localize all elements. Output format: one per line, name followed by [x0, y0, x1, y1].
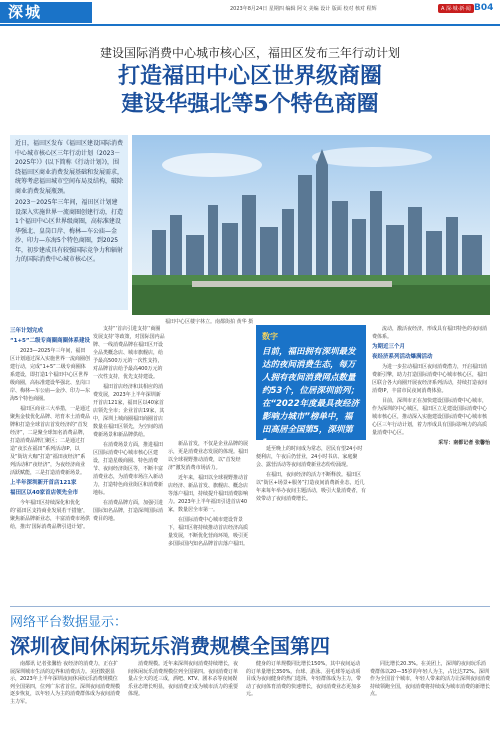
paragraph: 健身的订单规模同比增长150%，其中夜间运动的订单量增长350%。台球、游泳、羽毛球等运动项目成为夜间健身的热门选择，年轻群体成为主力，带动了夜间体育消费的快速增长，夜间消费业态更加多元。	[246, 661, 362, 697]
paragraph: 延至晚上的时间成为常态，居民有望24小时便利店，午夜后仍营业，24小时书店、家庭聚会、露营活动等夜间消费新业态纷纷涌现。	[256, 446, 363, 468]
paragraph: 近年来，福田以全球视野推动首店经济、新品首发、旗舰店、概念店等落户福田，持续提升福田消费影响力。2023年上半年福田引进首店40家，数量居全市第一。	[168, 475, 249, 513]
paragraph: 福田区商业三大举措，一是通过聚焦金枝优化品牌、培育本土消费品牌和打造全球首店首发经济的“首发经济”，二是聚全球知名消费品牌，打造消费品牌汇聚区；二是通过打造“夜长在福田”系列活动IP，以及“街坊大咖”打造“福田夜经济”系列活动和“夜经济”，为夜经济商业活跃赋能，三是打造消费新场景。	[10, 406, 91, 476]
bottom-story-kicker: 网络平台数据显示：	[10, 615, 128, 630]
top-story-headline-1: 打造福田中心区世界级商圈	[117, 64, 382, 89]
paragraph: 在消费场景方面，推进福田区国际消费中心城市核心区建设，打造星级商圈、特色消费节、夜间经济街区等，不断丰富消费业态，为消费市场注入新动力，打造特色商业街区和消费新地标。	[93, 442, 164, 496]
header-rule	[0, 24, 500, 26]
data-highlight-box	[256, 325, 366, 448]
photo-caption: 福田中心区楼宇林立。南都街拍 黄华 摄	[165, 319, 254, 325]
data-highlight-text: 目前，福田拥有深圳最发达的夜间消费生态，每万人拥有夜间消费网点数量约53个，位居深圳前列；在“2022年度最具夜经济影响力城市”榜单中，福田高居全国第5，深圳第1。	[262, 347, 360, 448]
section-divider	[10, 606, 490, 607]
paragraph: 福田首店经济和其相应的消费发展，2023年上半年深圳新开首店121家，福田区以40家首店领先全市；企业首店19家，其中，深圳上城商圈福田商圈首店数量在福田区领先，为空间的消费新场景和新品牌供给。	[93, 384, 165, 438]
lead-paragraph: 2023－2025年三年间，福田区计划建设深入实施世界一流商圈创建行动，打造1个福田中心区世界级商圈，高标准建设华强北、皇岗口岸、梅林—车公庙—金沙、印力—东海5个特色商圈，到2025年，初步建成具有较强国际竞争力和辐射力的国际消费中心城市核心区。	[15, 199, 124, 263]
section-tab: 深城	[0, 2, 92, 23]
byline: 采写：南都记者 张馨怡	[438, 440, 490, 446]
data-highlight-label: 数字	[262, 332, 278, 341]
paragraph: 同比增长20.3%。在美团上，深圳的夜间玩乐消费群体以20—35岁的年轻人为主，占比达72%。深圳作为全国首个城市，年轻人带来的活力让深圳夜间消费持续领跑全国，夜间消费将持续成为城市消费的新增长点。	[370, 661, 491, 697]
lead-summary-box	[10, 135, 128, 310]
paragraph: 为进一步拉动福田区夜间消费潜力，开启福田消费新引擎，助力打造国际消费中心城市核心区，福田区联合各大商圈开展夜经济系列活动，持续打造夜间消费IP，丰富市民夜间消费体验。	[372, 364, 488, 394]
article-column-5	[372, 325, 490, 600]
bottom-story-headline: 深圳夜间休闲玩乐消费规模全国第四	[10, 634, 330, 658]
paragraph: 今年福田区持续深化和优化的‘福田区支持商业发展若干措施’，聚焦新品牌新业态，丰富消费市场供给，推出‘国际消费品牌引进计划’。	[10, 500, 91, 530]
article-column-1	[10, 325, 90, 600]
article-column-4	[256, 445, 366, 600]
paragraph: 在消费品牌方面，加强引进国际知名品牌，打造深圳国际消费目的地。	[93, 500, 164, 522]
paragraph: 目前，深圳市正在加快建设国际消费中心城市，作为深圳的中心城区，福田区立足建设国际消费中心城市核心区，推动深入实施建设国际消费中心城市核心区三年行动计划，着力形成具有国际影响力的高质量消费中心区。	[372, 398, 488, 436]
header-section-pill: A 深·城·新·闻	[438, 4, 474, 13]
paragraph: 南都讯 记者张馨怡 夜经济的消费力，正在扩展深圳城市生活的边界和消费活力。美团数据显示，2023年上半年深圳夜间休闲玩乐消费规模位列全国第四，位列广东省首位。深圳夜间消费规模逐步恢复，以年轻人为主的消费群体成为夜间消费主力军。	[10, 661, 121, 705]
paragraph: 在福田，夜间经济的活力不断释放。福田区以“街区+场景+服务”打造夜间消费新业态，近几年来每年举办夜间主题活动，吸引大量消费者，有效带动了夜间消费增长。	[256, 472, 367, 502]
subheading: 三年计划完成	[10, 328, 44, 334]
article-column-2	[93, 325, 165, 600]
header-meta: 2023年8月24日 星期四 编辑 阿文 美编 设计 版面 校对 核对 程辉	[230, 6, 377, 12]
bottom-column-4	[370, 661, 490, 747]
bottom-column-2	[128, 661, 240, 747]
top-story-headline-2: 建设华强北等5个特色商圈	[121, 92, 379, 117]
paragraph: 流动，激活夜经济，形成具有福田特色的夜间消费体系。	[372, 326, 488, 340]
paragraph: 在国际消费中心城市建设背景下，福田区将持续推动首店经济高质量发展，不断优化营商环境，吸引更多国际国内知名品牌首店落户福田。	[168, 517, 249, 547]
paragraph: 新品首发，不仅是企业品牌的展示，更是消费业态发展的体现。福田以全球视野推动消费，以“首发经济”激发消费市场活力。	[168, 441, 249, 471]
page-header	[0, 0, 500, 24]
bottom-column-1	[10, 661, 122, 747]
city-skyline-photo	[132, 135, 490, 315]
bottom-column-3	[246, 661, 364, 747]
top-story-kicker: 建设国际消费中心城市核心区，福田区发布三年行动计划	[99, 46, 400, 60]
subheading: 夜经济系列活动爆满活动	[372, 354, 433, 360]
subheading: 上半年深圳新开首店121家	[10, 480, 77, 486]
subheading: “1+5”二级专商圈商圈体系建设	[10, 338, 90, 344]
page-number: B04	[474, 3, 494, 13]
lead-paragraph: 近日，福田区发布《福田区建设国际消费中心城市核心区三年行动计划（2023－2025年）》(以下简称《行动计划》)，围绕福田区商业消费发展基础和发展需求，统筹考虑福田城市空间布局及结构，破除商业消费发展瓶颈。	[15, 140, 124, 195]
article-column-3	[168, 440, 248, 600]
subheading: 为期近三个月	[372, 344, 406, 350]
paragraph: 消费规模。近年来深圳夜间消费持续增长，夜间休闲玩乐消费规模位列全国第四。夜间消费订单量占全天的近三成，酒吧、KTV、剧本杀等夜间娱乐业态增长明显，夜间消费正成为城市活力的重要体现。	[128, 661, 239, 697]
subheading: 福田区以40家首店领先全市	[10, 490, 79, 496]
paragraph: 支持“‘首店引进支持’‘商圈发展支持’等政策，对国际国内品牌、一线消费品牌在福田区开设全品类概念店、城市旗舰店，给予最高500万元的一次性支持，对品牌首店给予最高400万元的一次性支持，优先支持建设。	[93, 326, 165, 380]
paragraph: 2023—2025年三年间，福田区计划通过深入实施世界一流商圈创建行动，完成“1+5”二级专商圈体系建设，即打造1个福田中心区世界级商圈，高标准建设华强北、皇岗口岸、梅林—车公庙—金沙、印力—东海5个特色商圈。	[10, 348, 91, 402]
